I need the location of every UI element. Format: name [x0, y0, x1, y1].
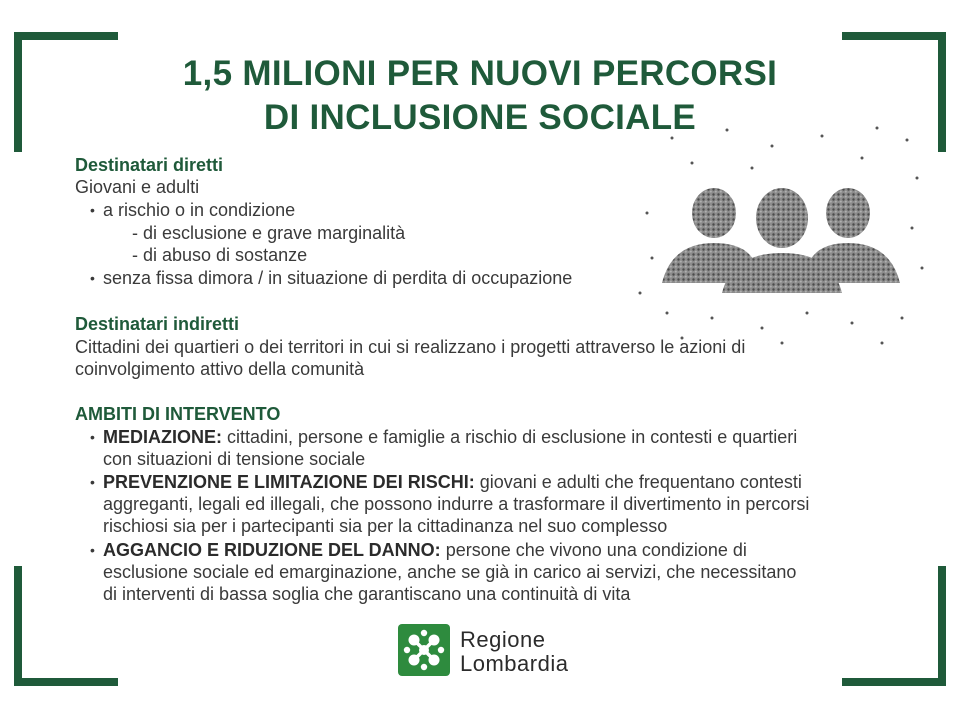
bullet-icon: •: [90, 474, 95, 490]
crowd-forming-people-icon: [632, 118, 932, 353]
ambito-line: con situazioni di tensione sociale: [103, 449, 366, 469]
ambito-line: esclusione sociale ed emarginazione, anche se già in carico ai servizi, che necessitano: [103, 562, 797, 582]
frame-corner-bottom-left-v: [14, 566, 22, 686]
logo-text: [460, 628, 568, 676]
ambito-label: PREVENZIONE E LIMITAZIONE DEI RISCHI:: [103, 472, 475, 492]
frame-corner-bottom-left-h: [14, 678, 118, 686]
rosa-camuna-icon: [398, 624, 450, 676]
ambito-line: aggreganti, legali ed illegali, che possono indurre a trasformare il divertimento in percorsi: [103, 494, 810, 514]
indirect-line-1: Cittadini dei quartieri o dei territori in cui si realizzano i progetti attraverso le azioni di: [75, 337, 746, 357]
bullet-icon: •: [90, 429, 95, 445]
ambito-line: di interventi di bassa soglia che garantiscano una continuità di vita: [103, 584, 631, 604]
direct-bullet-1: a rischio o in condizione: [103, 200, 296, 220]
frame-corner-top-right-h: [842, 32, 946, 40]
frame-corner-bottom-right-h: [842, 678, 946, 686]
direct-bullet-2: senza fissa dimora / in situazione di perdita di occupazione: [103, 268, 573, 288]
direct-sub-1: - di esclusione e grave marginalità: [132, 223, 406, 243]
direct-heading: Destinatari diretti: [75, 155, 224, 175]
ambito-label: AGGANCIO E RIDUZIONE DEL DANNO:: [103, 540, 441, 560]
ambito-line: rischiosi sia per i partecipanti sia per la cittadinanza nel suo complesso: [103, 516, 668, 536]
ambito-prevenzione: [103, 471, 802, 493]
bullet-icon: •: [90, 270, 95, 286]
ambito-aggancio: [103, 539, 747, 561]
indirect-line-2: coinvolgimento attivo della comunità: [75, 359, 365, 379]
ambito-mediazione: [103, 426, 797, 448]
frame-corner-bottom-right-v: [938, 566, 946, 686]
regione-lombardia-rosa-camuna-logo: [398, 624, 450, 676]
logo-line-2: Lombardia: [460, 651, 569, 676]
title-line-2: DI INCLUSIONE SOCIALE: [263, 98, 697, 137]
frame-corner-top-left-h: [14, 32, 118, 40]
ambito-label: MEDIAZIONE:: [103, 427, 222, 447]
ambito-text: cittadini, persone e famiglie a rischio di esclusione in contesti e quartieri: [222, 427, 798, 447]
bullet-icon: •: [90, 542, 95, 558]
ambito-text: giovani e adulti che frequentano contesti: [474, 472, 802, 492]
direct-intro: Giovani e adulti: [75, 177, 200, 197]
ambito-text: persone che vivono una condizione di: [440, 540, 747, 560]
direct-sub-2: - di abuso di sostanze: [132, 245, 308, 265]
bullet-icon: •: [90, 202, 95, 218]
indirect-heading: Destinatari indiretti: [75, 314, 240, 334]
title-line-1: 1,5 MILIONI PER NUOVI PERCORSI: [182, 54, 778, 93]
ambiti-heading: AMBITI DI INTERVENTO: [75, 404, 281, 424]
logo-line-1: Regione: [460, 627, 546, 652]
